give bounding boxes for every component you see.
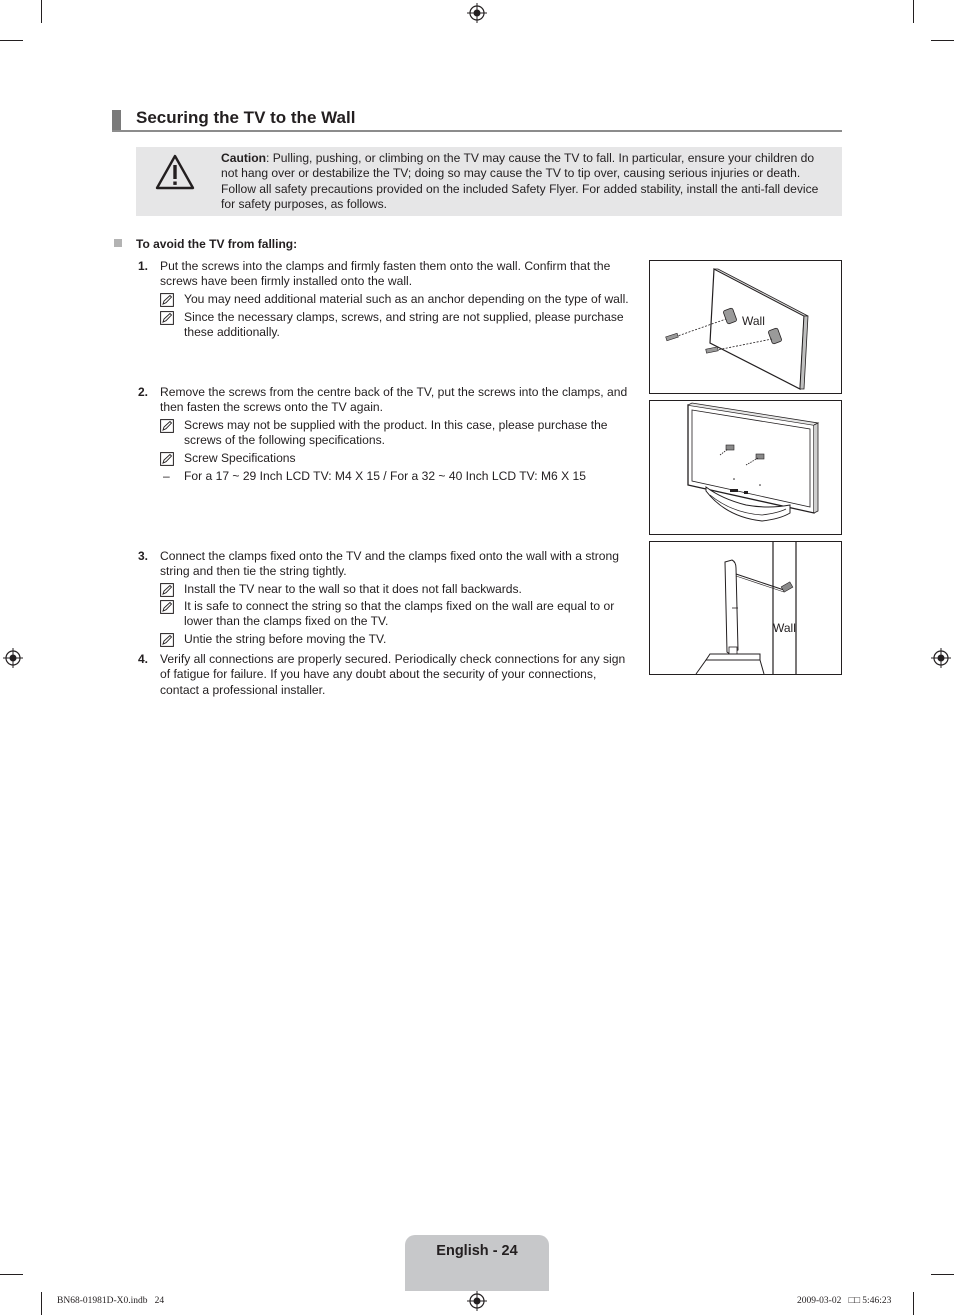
figure-tv-side-wall [649,541,842,675]
page-title: Securing the TV to the Wall [136,108,356,127]
registration-mark-icon [467,1291,487,1311]
figure-tv-back [649,400,842,535]
datetime-slug: 2009-03-02 □□ 5:46:23 [797,1296,892,1306]
step-number: 2. [138,385,149,399]
note-pencil-icon [160,633,174,647]
caution-body: : Pulling, pushing, or climbing on the TV may cause the TV to fall. In particular, ensure your children do not hang over or destabilize the TV; doing so may cause the TV to tip over, causing serious injuries or death. Follow all safety precautions provided on the included Safety Flyer. For added stability, install the anti-fall device for safety purposes, as follows. [221,151,819,212]
crop-mark [41,1292,42,1315]
dash-marker: – [163,469,170,483]
caution-label: Caution [221,151,267,165]
crop-mark [931,1274,954,1275]
note-text: It is safe to connect the string so that the clamps fixed on the wall are equal to or lower than the clamps fixed on the TV. [184,599,615,629]
note-pencil-icon [160,600,174,614]
header-bar [112,110,121,131]
crop-mark [41,0,42,23]
figure-wall-clamps [649,260,842,394]
crop-mark [0,40,23,41]
step-text: Remove the screws from the centre back of the TV, put the screws into the clamps, and then fasten the screws onto the TV again. [160,385,628,415]
screw-spec-text: For a 17 ~ 29 Inch LCD TV: M4 X 15 / For a 32 ~ 40 Inch LCD TV: M6 X 15 [184,469,586,483]
header-rule [112,130,842,132]
crop-mark [913,0,914,23]
note-text: You may need additional material such as an anchor depending on the type of wall. [184,292,629,306]
registration-mark-icon [3,648,23,668]
step-number: 3. [138,549,149,563]
warning-triangle-icon [155,154,195,190]
note-pencil-icon [160,452,174,466]
step-text: Put the screws into the clamps and firmly fasten them onto the wall. Confirm that the screws have been firmly installed onto the wall. [160,259,611,289]
note-text: Untie the string before moving the TV. [184,632,387,646]
crop-mark [0,1274,23,1275]
step-number: 4. [138,652,149,666]
crop-mark [931,40,954,41]
note-text: Install the TV near to the wall so that it does not fall backwards. [184,582,522,596]
crop-mark [913,1292,914,1315]
note-pencil-icon [160,311,174,325]
section-title: To avoid the TV from falling: [136,237,298,251]
step-text: Connect the clamps fixed onto the TV and the clamps fixed onto the wall with a strong string and then tie the string tightly. [160,549,619,579]
registration-mark-icon [931,648,951,668]
file-slug: BN68-01981D-X0.indb 24 [57,1296,165,1306]
caution-text [221,151,833,213]
wall-label: Wall [773,621,796,635]
note-pencil-icon [160,583,174,597]
step-number: 1. [138,259,149,273]
registration-mark-icon [467,3,487,23]
tv-side-wall-illustration [650,542,841,674]
note-pencil-icon [160,419,174,433]
wall-label: Wall [742,314,765,328]
section-bullet [114,239,122,247]
tv-back-illustration [650,401,841,534]
note-text: Since the necessary clamps, screws, and string are not supplied, please purchase these additionally. [184,310,624,340]
step-text: Verify all connections are properly secured. Periodically check connections for any sign of fatigue for failure. If you have any doubt about the security of your connections, contact a professional installer. [160,652,626,697]
page-number: English - 24 [436,1243,518,1259]
note-text: Screws may not be supplied with the product. In this case, please purchase the screws of the following specifications. [184,418,608,448]
note-text: Screw Specifications [184,451,296,465]
note-pencil-icon [160,293,174,307]
